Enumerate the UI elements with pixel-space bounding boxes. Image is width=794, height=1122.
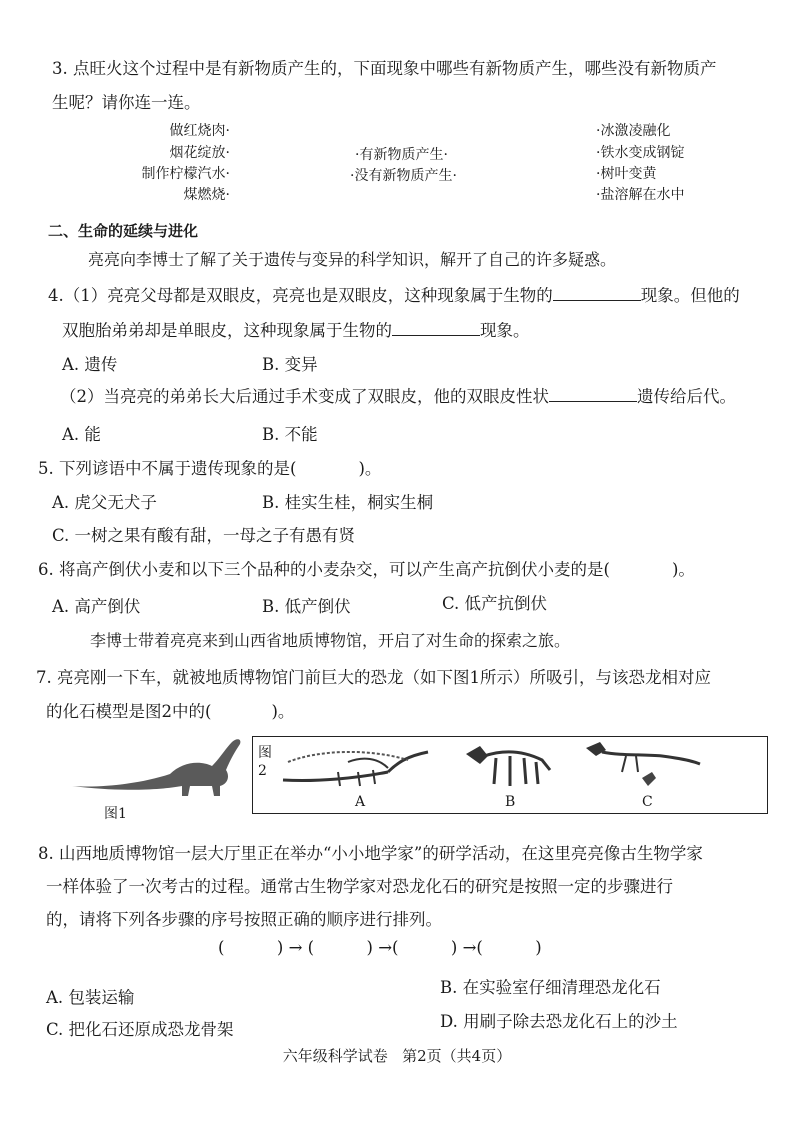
q3-middle-item[interactable]: ·有新物质产生· bbox=[355, 147, 448, 163]
q4-part2-option-b[interactable]: B. 不能 bbox=[262, 425, 318, 444]
figure1-dinosaur bbox=[70, 736, 248, 798]
q8-sequence-blanks[interactable]: ( ) → ( ) →( ) →( ) bbox=[218, 938, 542, 957]
q3-left-item[interactable]: 煤燃烧· bbox=[183, 187, 230, 203]
page-footer: 六年级科学试卷 第2页（共4页） bbox=[282, 1047, 512, 1065]
q3-left-item[interactable]: 烟花绽放· bbox=[169, 145, 230, 161]
q8-line3: 的，请将下列各步骤的序号按照正确的顺序进行排列。 bbox=[46, 910, 442, 929]
q5-option-b[interactable]: B. 桂实生桂，桐实生桐 bbox=[262, 493, 434, 512]
figure2-label: 图 2 bbox=[258, 745, 272, 779]
q5-option-c[interactable]: C. 一树之果有酸有甜，一母之子有愚有贤 bbox=[52, 526, 356, 545]
q8-line1: 8. 山西地质博物馆一层大厅里正在举办“小小地学家”的研学活动，在这里亮亮像古生物学家 bbox=[38, 844, 703, 863]
q3-middle-item[interactable]: ·没有新物质产生· bbox=[350, 168, 457, 184]
q4-option-a[interactable]: A. 遗传 bbox=[62, 355, 118, 374]
q4-option-b[interactable]: B. 变异 bbox=[262, 355, 318, 374]
fossil-c-skeleton bbox=[582, 738, 702, 790]
q8-option-b[interactable]: B. 在实验室仔细清理恐龙化石 bbox=[440, 978, 661, 997]
museum-intro: 李博士带着亮亮来到山西省地质博物馆，开启了对生命的探索之旅。 bbox=[90, 631, 571, 650]
q3-left-item[interactable]: 做红烧肉· bbox=[169, 123, 230, 139]
answer-blank[interactable] bbox=[553, 286, 641, 301]
q3-line2: 生呢？请你连一连。 bbox=[52, 93, 201, 112]
q3-right-item[interactable]: ·盐溶解在水中 bbox=[596, 187, 685, 203]
q8-option-d[interactable]: D. 用刷子除去恐龙化石上的沙土 bbox=[440, 1012, 678, 1031]
q6-option-b[interactable]: B. 低产倒伏 bbox=[262, 597, 351, 616]
q3-left-item[interactable]: 制作柠檬汽水· bbox=[141, 166, 230, 182]
fossil-c-label[interactable]: C bbox=[642, 794, 653, 810]
q6-option-a[interactable]: A. 高产倒伏 bbox=[52, 597, 141, 616]
fossil-b-label[interactable]: B bbox=[505, 794, 516, 810]
q3-right-item[interactable]: ·树叶变黄 bbox=[596, 166, 657, 182]
figure1-label: 图1 bbox=[104, 806, 127, 822]
section-intro: 亮亮向李博士了解了关于遗传与变异的科学知识，解开了自己的许多疑惑。 bbox=[88, 250, 617, 269]
q8-line2: 一样体验了一次考古的过程。通常古生物学家对恐龙化石的研究是按照一定的步骤进行 bbox=[46, 877, 673, 896]
q8-option-a[interactable]: A. 包装运输 bbox=[46, 988, 135, 1007]
fossil-a-skeleton bbox=[278, 742, 438, 792]
q5-option-a[interactable]: A. 虎父无犬子 bbox=[52, 493, 157, 512]
q4-part1-line1: 4.（1）亮亮父母都是双眼皮，亮亮也是双眼皮，这种现象属于生物的 现象。但他的 bbox=[48, 286, 740, 305]
q4-part1-line2: 双胞胎弟弟却是单眼皮，这种现象属于生物的 现象。 bbox=[62, 321, 530, 340]
q3-right-item[interactable]: ·铁水变成钢锭 bbox=[596, 145, 685, 161]
q6-stem: 6. 将高产倒伏小麦和以下三个品种的小麦杂交，可以产生高产抗倒伏小麦的是( )。 bbox=[38, 560, 695, 579]
q5-stem: 5. 下列谚语中不属于遗传现象的是( )。 bbox=[38, 459, 382, 478]
q7-line2: 的化石模型是图2中的( )。 bbox=[46, 702, 295, 721]
answer-blank[interactable] bbox=[392, 321, 480, 336]
q4-part2-option-a[interactable]: A. 能 bbox=[62, 425, 101, 444]
answer-blank[interactable] bbox=[549, 387, 637, 402]
q7-line1: 7. 亮亮刚一下车，就被地质博物馆门前巨大的恐龙（如下图1所示）所吸引，与该恐龙相对应 bbox=[36, 668, 711, 687]
fossil-b-skeleton bbox=[462, 740, 554, 792]
q8-option-c[interactable]: C. 把化石还原成恐龙骨架 bbox=[46, 1020, 234, 1039]
fossil-a-label[interactable]: A bbox=[355, 794, 366, 810]
section-title: 二、生命的延续与进化 bbox=[48, 222, 199, 240]
q6-option-c[interactable]: C. 低产抗倒伏 bbox=[442, 594, 548, 613]
q3-line1: 3. 点旺火这个过程中是有新物质产生的，下面现象中哪些有新物质产生，哪些没有新物质产 bbox=[52, 59, 717, 78]
sauropod-silhouette bbox=[72, 739, 240, 796]
q4-part2-line: （2）当亮亮的弟弟长大后通过手术变成了双眼皮，他的双眼皮性状 遗传给后代。 bbox=[60, 387, 736, 406]
q3-right-item[interactable]: ·冰激凌融化 bbox=[596, 123, 671, 139]
